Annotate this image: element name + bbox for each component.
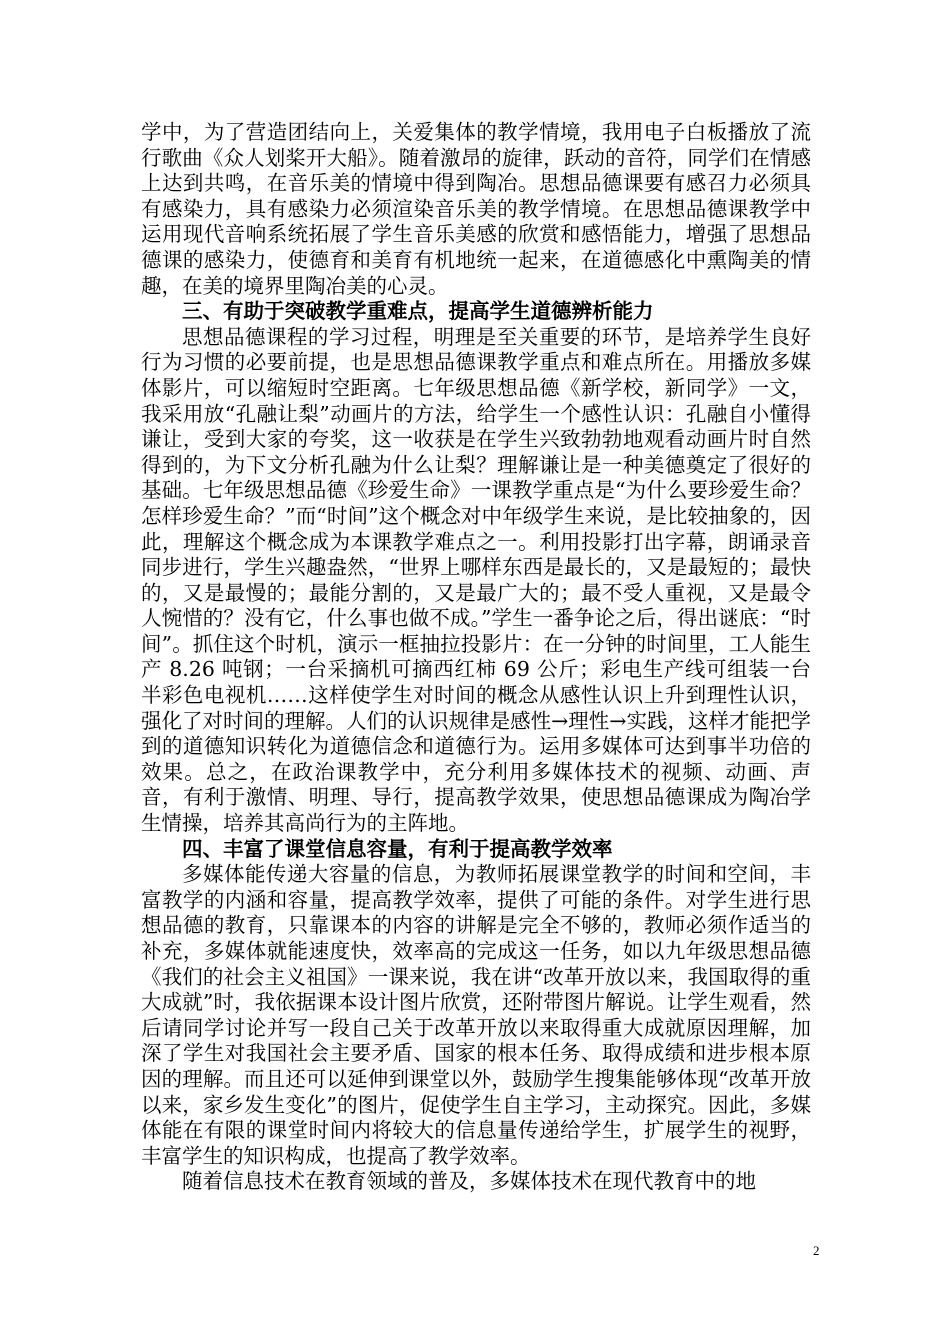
paragraph-section-4-body: 多媒体能传递大容量的信息，为教师拓展课堂教学的时间和空间，丰富教学的内涵和容量，提高教学效率，提供了可能的条件。对学生进行思想品德的教育，只靠课本的内容的讲解是完全不够的，教师必须作适当的补充，多媒体就能速度快，效率高的完成这一任务，如以九年级思想品德《我们的社会主义祖国》一课来说，我在讲“改革开放以来，我国取得的重大成就”时，我依据课本设计图片欣赏，还附带图片解说。让学生观看，然后请同学讨论并写一段自己关于改革开放以来取得重大成就原因理解，加深了学生对我国社会主要矛盾、国家的根本任务、取得成绩和进步根本原因的理解。而且还可以延伸到课堂以外，鼓励学生搜集能够体现“改革开放以来，家乡发生变化”的图片，促使学生自主学习，主动探究。因此，多媒体能在有限的课堂时间内将较大的信息量传递给学生，扩展学生的视野，丰富学生的知识构成，也提高了教学效率。: [141, 862, 811, 1168]
document-page: [141, 120, 811, 1195]
page-number: 2: [813, 1243, 820, 1258]
paragraph-section-3-body: 思想品德课程的学习过程，明理是至关重要的环节，是培养学生良好行为习惯的必要前提，也是思想品德课教学重点和难点所在。用播放多媒体影片，可以缩短时空距离。七年级思想品德《新学校，新同学》一文，我采用放“孔融让梨”动画片的方法，给学生一个感性认识：孔融自小懂得谦让，受到大家的夸奖，这一收获是在学生兴致勃勃地观看动画片时自然得到的，为下文分析孔融为什么让梨？理解谦让是一种美德奠定了很好的基础。七年级思想品德《珍爱生命》一课教学重点是“为什么要珍爱生命？怎样珍爱生命？”而“时间”这个概念对中年级学生来说，是比较抽象的，因此，理解这个概念成为本课教学难点之一。利用投影打出字幕，朗诵录音同步进行，学生兴趣盎然，“世界上哪样东西是最长的，又是最短的；最快的，又是最慢的；最能分割的，又是最广大的；最不受人重视，又是最令人惋惜的？没有它，什么事也做不成。”学生一番争论之后，得出谜底：“时间”。抓住这个时机，演示一框抽拉投影片：在一分钟的时间里，工人能生产 8.26 吨钢；一台采摘机可摘西红柿 69 公斤；彩电生产线可组装一台半彩色电视机……这样使学生对时间的概念从感性认识上升到理性认识，强化了对时间的理解。人们的认识规律是感性→理性→实践，这样才能把学到的道德知识转化为道德信念和道德行为。运用多媒体可达到事半功倍的效果。总之，在政治课教学中，充分利用多媒体技术的视频、动画、声音，有利于激情、明理、导行，提高教学效果，使思想品德课成为陶冶学生情操，培养其高尚行为的主阵地。: [141, 324, 811, 836]
section-heading-4: 四、丰富了课堂信息容量，有利于提高教学效率: [182, 836, 613, 861]
paragraph-closing-fragment: 随着信息技术在教育领域的普及，多媒体技术在现代教育中的地: [182, 1169, 756, 1194]
section-heading-3: 三、有助于突破教学重难点，提高学生道德辨析能力: [182, 299, 654, 324]
paragraph-music-context: 学中，为了营造团结向上，关爱集体的教学情境，我用电子白板播放了流行歌曲《众人划桨开大船》。随着激昂的旋律，跃动的音符，同学们在情感上达到共鸣，在音乐美的情境中得到陶冶。思想品德课要有感召力必须具有感染力，具有感染力必须渲染音乐美的教学情境。在思想品德课教学中运用现代音响系统拓展了学生音乐美感的欣赏和感悟能力，增强了思想品德课的感染力，使德育和美育有机地统一起来，在道德感化中熏陶美的情趣，在美的境界里陶冶美的心灵。: [141, 120, 811, 298]
